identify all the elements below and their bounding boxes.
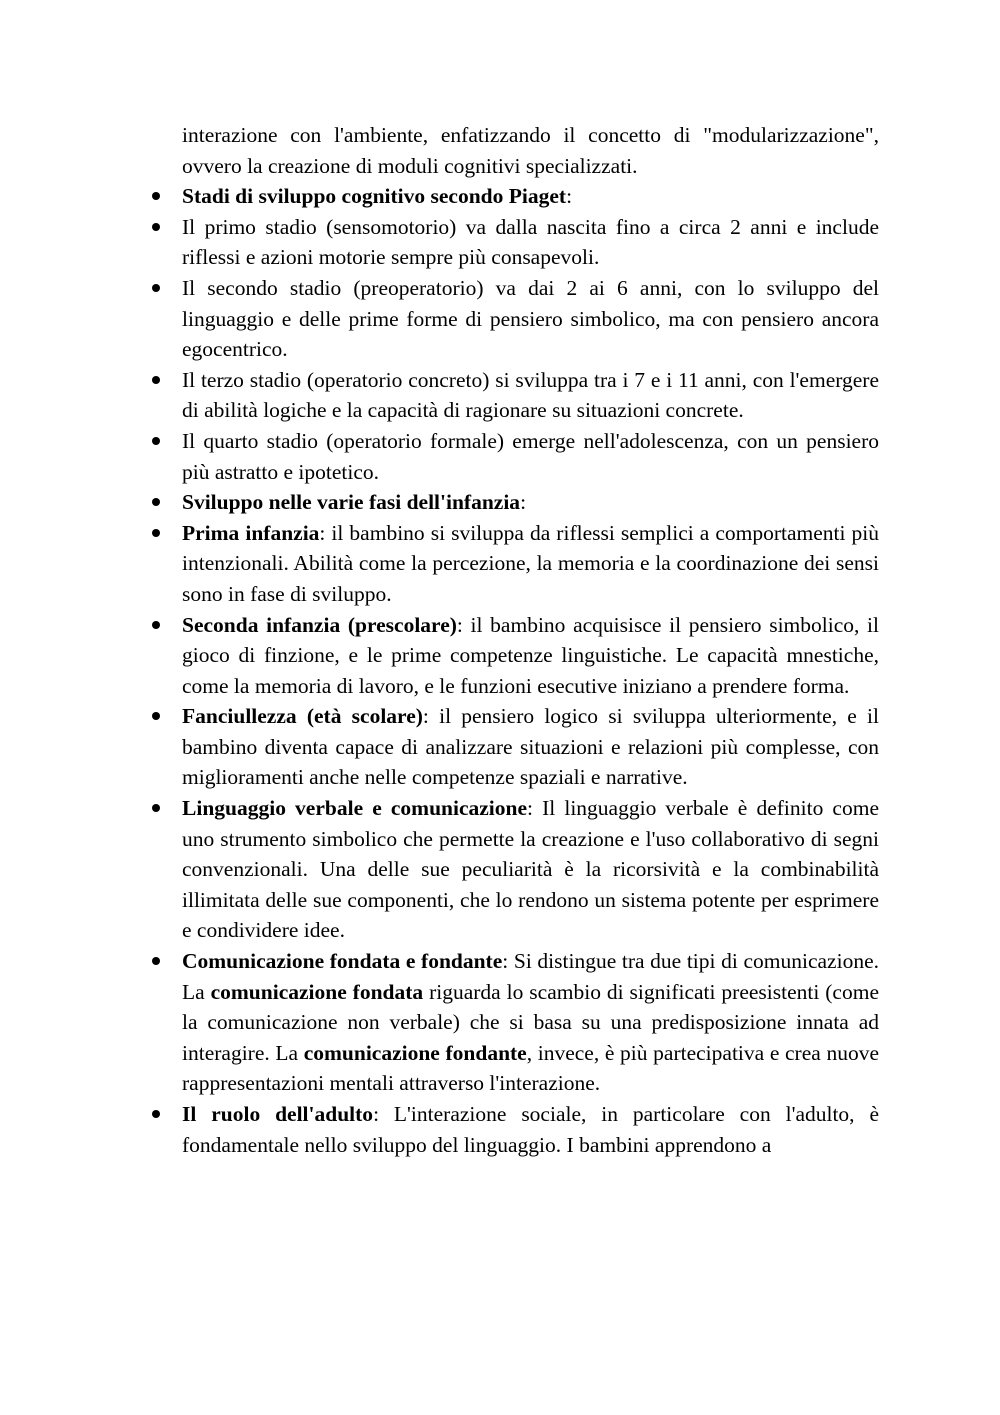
- item-text: riguarda lo scambio di significati preesistenti (come la comunicazione non verbale) che si basa su una predisposizione innata ad interagire. La: [182, 979, 879, 1065]
- bullet-icon: [152, 712, 160, 720]
- bullet-icon: [152, 223, 160, 231]
- bold-term: Comunicazione fondata e fondante: [182, 949, 503, 974]
- bullet-icon: [152, 192, 160, 200]
- list-item: [182, 793, 879, 946]
- item-text: : il bambino acquisisce il pensiero simbolico, il gioco di finzione, e le prime competenze linguistiche. Le capacità mnestiche, come la memoria di lavoro, e le funzioni esecutive iniziano a prendere forma.: [182, 612, 880, 698]
- item-text: Il quarto stadio (operatorio formale) emerge nell'adolescenza, con un pensiero più astratto e ipotetico.: [182, 428, 879, 484]
- item-text: : Il linguaggio verbale è definito come uno strumento simbolico che permette la creazione e l'uso collaborativo di segni convenzionali. Una delle sue peculiarità è la ricorsività e la combinabilità illimitata delle sue componenti, che lo rendono un sistema potente per esprimere e condividere idee.: [182, 796, 879, 943]
- list-item: [182, 518, 879, 610]
- item-text: : il pensiero logico si sviluppa ulteriormente, e il bambino diventa capace di analizzare situazioni e relazioni più complesse, con miglioramenti anche nelle competenze spaziali e narrative.: [182, 704, 879, 790]
- bold-term: Sviluppo nelle varie fasi dell'infanzia: [182, 490, 521, 515]
- list-item: [182, 212, 879, 273]
- bold-term: comunicazione fondante: [303, 1040, 527, 1065]
- list-item: [182, 701, 879, 793]
- item-text: :: [520, 490, 527, 515]
- item-text: Il secondo stadio (preoperatorio) va dai 2 ai 6 anni, con lo sviluppo del linguaggio e delle prime forme di pensiero simbolico, ma con pensiero ancora egocentrico.: [182, 275, 879, 362]
- bullet-icon: [152, 529, 160, 537]
- item-text: Il primo stadio (sensomotorio) va dalla nascita fino a circa 2 anni e include riflessi e azioni motorie sempre più consapevoli.: [182, 214, 879, 270]
- bullet-icon: [152, 376, 160, 384]
- bold-term: Linguaggio verbale e comunicazione: [182, 796, 528, 821]
- bullet-icon: [152, 1110, 160, 1118]
- bold-term: Il ruolo dell'adulto: [182, 1102, 374, 1126]
- bullet-list: [182, 181, 879, 1160]
- bullet-icon: [152, 437, 160, 445]
- bullet-icon: [152, 284, 160, 292]
- bullet-icon: [152, 621, 160, 629]
- list-item: [182, 946, 879, 1099]
- bold-term: Prima infanzia: [182, 520, 320, 545]
- item-text: Il terzo stadio (operatorio concreto) si sviluppa tra i 7 e i 11 anni, con l'emergere di abilità logiche e la capacità di ragionare su situazioni concrete.: [182, 367, 879, 423]
- bullet-icon: [152, 804, 160, 812]
- list-item: [182, 610, 879, 702]
- list-item: [182, 1099, 879, 1160]
- list-item: [182, 426, 879, 487]
- item-text: :: [566, 184, 573, 209]
- bullet-icon: [152, 498, 160, 506]
- list-item: [182, 487, 879, 518]
- list-item: [182, 181, 879, 212]
- list-item: [182, 365, 879, 426]
- bold-term: Stadi di sviluppo cognitivo secondo Piaget: [182, 184, 567, 209]
- text-block: [182, 120, 879, 1160]
- item-text: : Si distingue tra due tipi di comunicazione. La: [182, 949, 879, 1004]
- bullet-icon: [152, 957, 160, 965]
- item-text: : il bambino si sviluppa da riflessi semplici a comportamenti più intenzionali. Abilità come la percezione, la memoria e la coordinazione dei sensi sono in fase di sviluppo.: [182, 520, 880, 606]
- bold-term: comunicazione fondata: [210, 979, 424, 1004]
- bold-term: Seconda infanzia (prescolare): [182, 612, 457, 637]
- item-text: : L'interazione sociale, in particolare con l'adulto, è fondamentale nello sviluppo del linguaggio. I bambini apprendono a: [182, 1102, 879, 1157]
- item-text: , invece, è più partecipativa e crea nuove rappresentazioni mentali attraverso l'interazione.: [182, 1040, 879, 1096]
- list-item: [182, 273, 879, 365]
- bold-term: Fanciullezza (età scolare): [182, 704, 423, 729]
- continuation-paragraph: interazione con l'ambiente, enfatizzando il concetto di "modularizzazione", ovvero la creazione di moduli cognitivi specializzati.: [182, 123, 879, 178]
